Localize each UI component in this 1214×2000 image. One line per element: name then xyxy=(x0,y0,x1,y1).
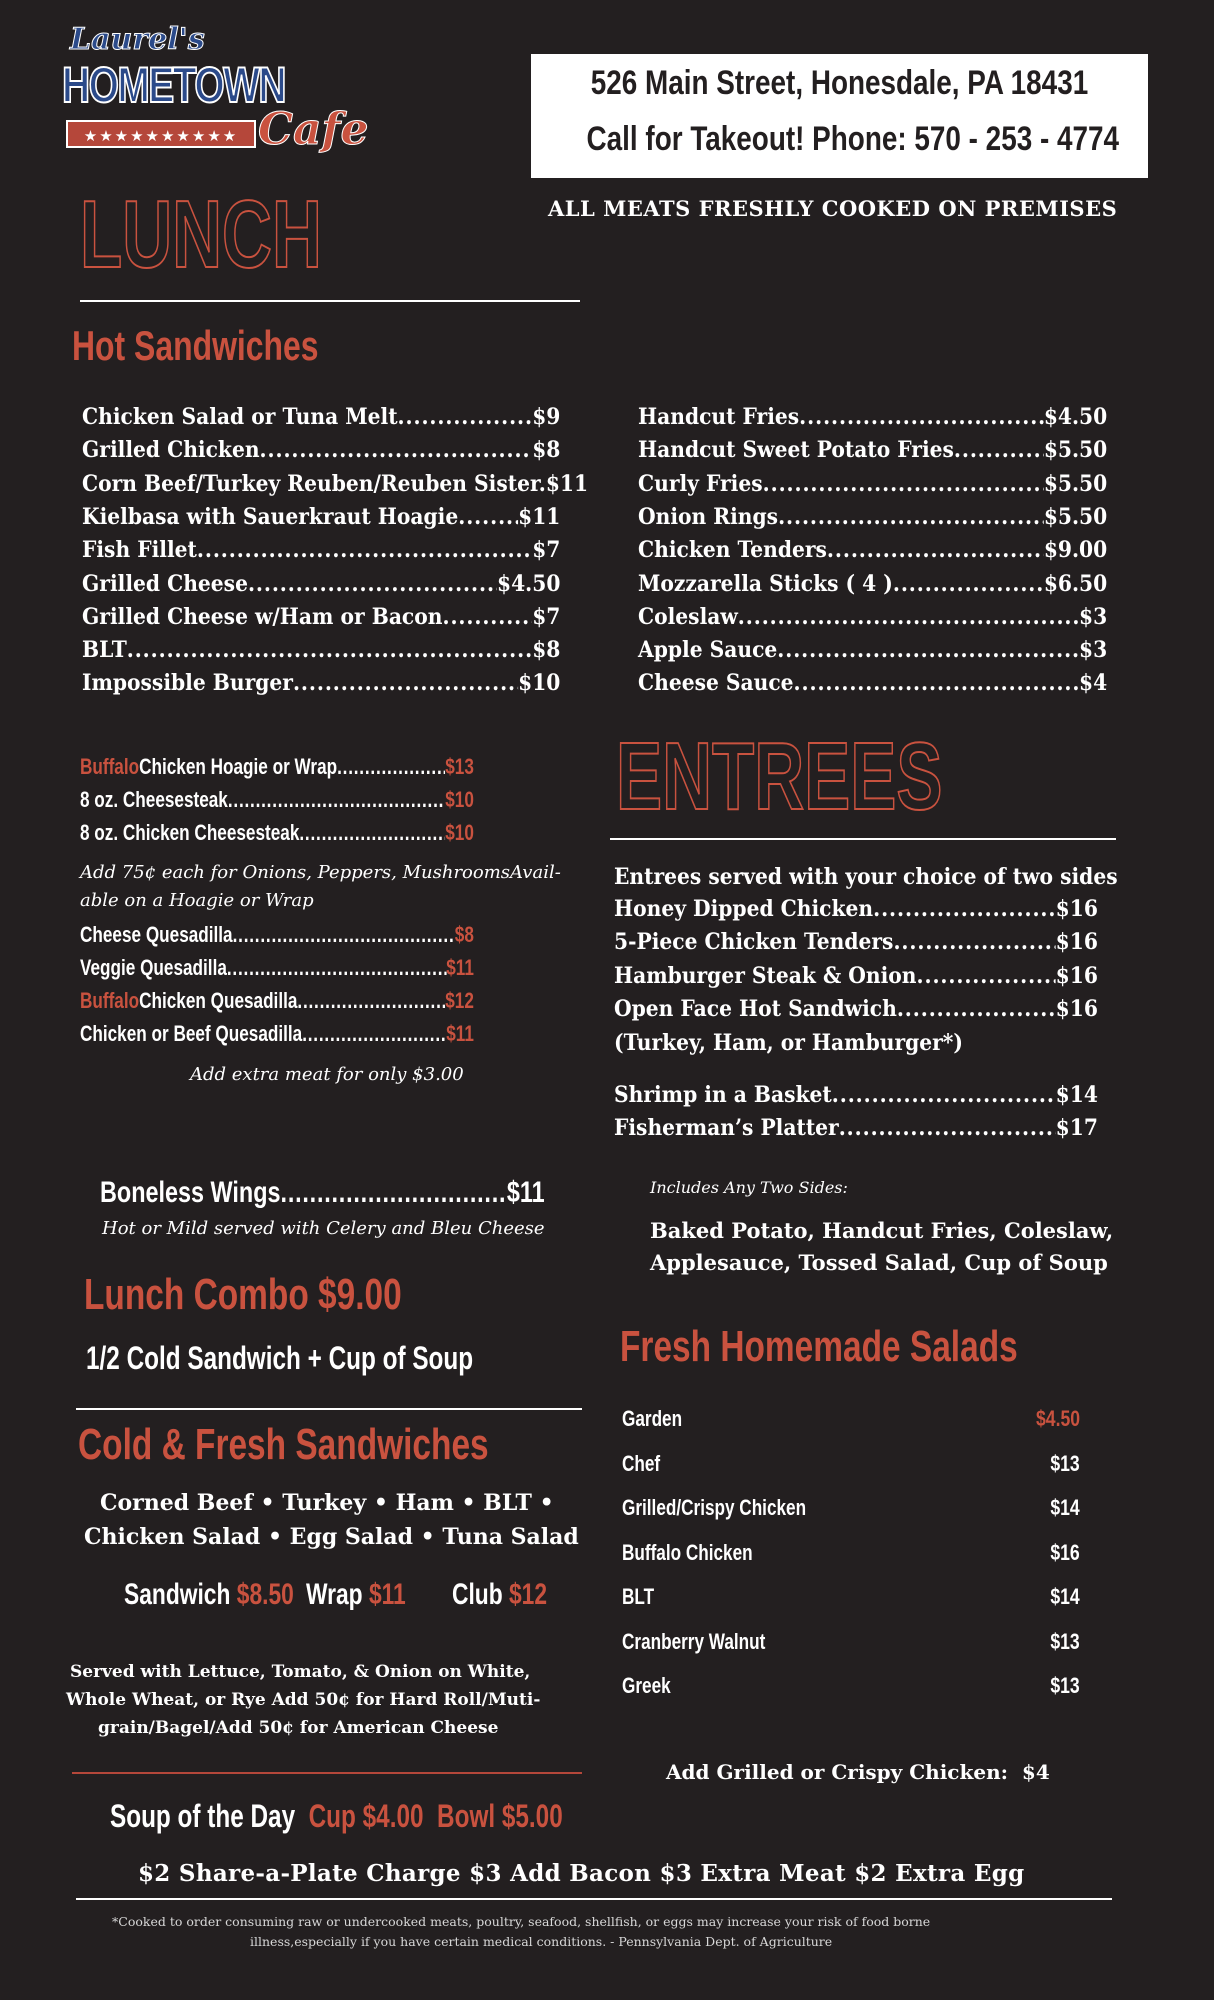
item-name: Honey Dipped Chicken xyxy=(614,896,874,922)
item-price: $16 xyxy=(1055,896,1098,922)
dot-leader xyxy=(299,820,445,846)
dot-leader xyxy=(794,670,1079,696)
menu-item-row xyxy=(614,929,1098,955)
dot-leader xyxy=(297,988,445,1014)
item-name: Chicken or Beef Quesadilla xyxy=(80,1021,303,1046)
item-prefix: Buffalo xyxy=(80,988,140,1013)
specialty-row xyxy=(80,787,474,813)
dot-leader xyxy=(917,963,1056,989)
menu-item-row xyxy=(638,604,1107,630)
menu-item-row xyxy=(82,670,560,696)
lunch-rule xyxy=(80,300,580,302)
club-label: Club xyxy=(452,1578,503,1611)
specialty-row xyxy=(80,988,474,1014)
specialty-row xyxy=(80,955,474,981)
item-name: Corn Beef/Turkey Reuben/Reuben Sister. xyxy=(82,470,546,497)
cold-line-2: Chicken Salad • Egg Salad • Tuna Salad xyxy=(84,1524,579,1550)
item-name: Onion Rings xyxy=(638,503,779,530)
item-name: 8 oz. Chicken Cheesesteak xyxy=(80,820,300,845)
item-name: Cheese Quesadilla xyxy=(80,922,233,947)
item-name: Veggie Quesadilla xyxy=(80,955,227,980)
disclaimer-2: illness,especially if you have certain medical conditions. - Pennsylvania Dept. of Agriculture xyxy=(250,1934,833,1949)
salad-name: Cranberry Walnut xyxy=(622,1628,766,1654)
dot-leader xyxy=(293,670,518,696)
sides-intro: Includes Any Two Sides: xyxy=(650,1178,848,1197)
extra-charges: $2 Share-a-Plate Charge $3 Add Bacon $3 Extra Meat $2 Extra Egg xyxy=(138,1860,1025,1887)
item-price: $11 xyxy=(545,470,589,497)
dot-leader xyxy=(398,404,533,430)
item-name: 5-Piece Chicken Tenders xyxy=(614,929,894,956)
item-name: Shrimp in a Basket xyxy=(614,1082,832,1108)
add-chicken: Add Grilled or Crispy Chicken: $4 xyxy=(666,1760,1050,1784)
item-name: Chicken Hoagie or Wrap xyxy=(139,754,338,779)
address: 526 Main Street, Honesdale, PA 18431 xyxy=(590,64,1089,102)
wrap-option xyxy=(306,1578,406,1612)
dot-leader xyxy=(897,996,1056,1022)
sides-line-2: Applesauce, Tossed Salad, Cup of Soup xyxy=(650,1250,1108,1275)
item-price: $17 xyxy=(1055,1115,1098,1141)
item-price: $8 xyxy=(532,637,561,664)
dot-leader xyxy=(302,1021,446,1047)
item-name: Open Face Hot Sandwich xyxy=(614,995,897,1022)
cold-rule xyxy=(72,1772,582,1774)
soup-row xyxy=(110,1798,563,1835)
item-name: Handcut Fries xyxy=(638,404,800,430)
salad-name: Greek xyxy=(622,1673,671,1698)
specialty-row xyxy=(80,820,474,846)
item-name: Impossible Burger xyxy=(82,670,293,697)
salad-price: $4.50 xyxy=(1035,1406,1080,1431)
salad-price: $14 xyxy=(1050,1584,1080,1609)
cafe-logo xyxy=(58,22,378,172)
item-name: Cheese Sauce xyxy=(638,670,794,697)
dot-leader xyxy=(227,955,446,981)
item-price: $4 xyxy=(1079,670,1108,697)
menu-item-row xyxy=(82,437,560,463)
dot-leader xyxy=(799,404,1044,430)
item-price: $4.50 xyxy=(1043,404,1108,430)
menu-item-row xyxy=(638,437,1107,463)
dot-leader xyxy=(127,637,532,663)
lunch-combo-desc: 1/2 Cold Sandwich + Cup of Soup xyxy=(86,1340,474,1376)
wings-note: Hot or Mild served with Celery and Bleu Cheese xyxy=(102,1218,545,1239)
specialty-row xyxy=(80,922,474,948)
item-name: Chicken Salad or Tuna Melt xyxy=(82,404,398,430)
dot-leader xyxy=(233,922,455,948)
logo-cafe: Cafe xyxy=(258,104,369,155)
menu-item-row xyxy=(614,1082,1098,1108)
item-price: $16 xyxy=(1055,995,1098,1022)
entrees-intro: Entrees served with your choice of two sides xyxy=(614,864,1118,890)
item-name: Mozzarella Sticks ( 4 ) xyxy=(638,570,893,597)
menu-item-row xyxy=(638,504,1107,530)
menu-item-row xyxy=(614,896,1098,922)
dot-leader xyxy=(260,437,533,463)
dot-leader xyxy=(778,504,1044,530)
dot-leader xyxy=(458,504,518,530)
sandwich-option xyxy=(124,1578,294,1612)
menu-item-row xyxy=(638,670,1107,696)
item-price: $3 xyxy=(1079,637,1108,664)
item-price: $11 xyxy=(446,1021,474,1046)
item-name: Fish Fillet xyxy=(82,537,197,564)
specialty-row xyxy=(80,754,474,780)
item-price: $13 xyxy=(445,754,474,779)
wings-price: $11 xyxy=(506,1176,545,1209)
charges-rule xyxy=(76,1898,1112,1900)
phone: Call for Takeout! Phone: 570 - 253 - 4774 xyxy=(586,120,1120,158)
menu-item-row xyxy=(614,996,1098,1022)
dot-leader xyxy=(281,1176,507,1210)
disclaimer-1: *Cooked to order consuming raw or undercooked meats, poultry, seafood, shellfish, or eggs may increase your risk of food borne xyxy=(112,1914,931,1929)
logo-hometown: HOMETOWN xyxy=(62,57,285,113)
item-price: $10 xyxy=(518,670,561,697)
club-option xyxy=(452,1578,547,1612)
menu-item-row xyxy=(638,571,1107,597)
wrap-price: $11 xyxy=(368,1578,406,1611)
item-price: $6.50 xyxy=(1043,570,1108,597)
dot-leader xyxy=(228,787,445,813)
extra-meat-note: Add extra meat for only $3.00 xyxy=(190,1064,464,1085)
item-name: 8 oz. Cheesesteak xyxy=(80,787,228,812)
cold-note-2: Whole Wheat, or Rye Add 50¢ for Hard Roll/Muti- xyxy=(66,1690,541,1710)
menu-item-row xyxy=(82,637,560,663)
item-price: $7 xyxy=(532,537,561,564)
salad-name: Grilled/Crispy Chicken xyxy=(622,1495,807,1520)
item-prefix: Buffalo xyxy=(80,754,140,779)
logo-laurel: Laurel's xyxy=(70,22,205,57)
salad-price: $13 xyxy=(1050,1450,1080,1476)
combo-rule xyxy=(76,1408,582,1410)
menu-item-row xyxy=(82,604,560,630)
dot-leader xyxy=(763,471,1044,497)
item-name: Hamburger Steak & Onion xyxy=(614,962,917,989)
item-price: $11 xyxy=(518,503,561,530)
specialty-row xyxy=(80,1021,474,1047)
dot-leader xyxy=(827,537,1044,563)
item-name: Handcut Sweet Potato Fries xyxy=(638,437,954,464)
soup-label: Soup of the Day xyxy=(110,1798,296,1834)
soup-bowl: Bowl $5.00 xyxy=(437,1798,563,1834)
menu-item-row xyxy=(82,504,560,530)
item-price: $9.00 xyxy=(1043,537,1108,564)
dot-leader xyxy=(248,571,497,597)
item-name: Grilled Cheese w/Ham or Bacon xyxy=(82,603,443,630)
hot-sandwiches-title: Hot Sandwiches xyxy=(72,322,319,369)
item-price: $10 xyxy=(445,820,474,845)
dot-leader xyxy=(442,604,532,630)
sandwich-label: Sandwich xyxy=(124,1578,231,1611)
dot-leader xyxy=(873,896,1056,922)
menu-item-row xyxy=(638,404,1107,430)
cold-line-1: Corned Beef • Turkey • Ham • BLT • xyxy=(100,1490,554,1516)
dot-leader xyxy=(777,637,1079,663)
item-price: $14 xyxy=(1055,1082,1098,1108)
item-price: $5.50 xyxy=(1043,470,1108,497)
lunch-title: LUNCH xyxy=(80,181,322,288)
item-name: Fisherman’s Platter xyxy=(614,1115,839,1141)
salad-name: Buffalo Chicken xyxy=(622,1539,753,1565)
item-price: $16 xyxy=(1055,929,1098,956)
dot-leader xyxy=(839,1115,1056,1141)
dot-leader xyxy=(197,537,532,563)
item-name: Chicken Tenders xyxy=(638,537,827,564)
salad-name: Garden xyxy=(622,1406,683,1431)
item-price: $4.50 xyxy=(497,570,561,597)
sides-line-1: Baked Potato, Handcut Fries, Coleslaw, xyxy=(650,1218,1114,1243)
salad-price: $13 xyxy=(1050,1673,1080,1698)
item-price: $8 xyxy=(454,922,474,947)
salad-price: $16 xyxy=(1050,1539,1080,1565)
dot-leader xyxy=(893,929,1055,955)
item-name: Apple Sauce xyxy=(638,637,778,664)
item-price: $9 xyxy=(532,404,561,430)
menu-item-row xyxy=(82,470,589,497)
menu-item-row xyxy=(614,1115,1098,1141)
sandwich-price: $8.50 xyxy=(236,1578,294,1611)
menu-item-row xyxy=(638,637,1107,663)
item-name: Coleslaw xyxy=(638,603,738,630)
wings-row xyxy=(100,1176,545,1210)
salads-title: Fresh Homemade Salads xyxy=(620,1322,1018,1371)
toppings-note-2: able on a Hoagie or Wrap xyxy=(80,890,314,911)
item-name: Grilled Cheese xyxy=(82,570,248,597)
item-name: BLT xyxy=(82,637,127,664)
item-price: $16 xyxy=(1055,962,1098,989)
open-face-note: (Turkey, Ham, or Hamburger*) xyxy=(614,1030,963,1056)
dot-leader xyxy=(337,754,445,780)
dot-leader xyxy=(954,437,1044,463)
item-price: $10 xyxy=(445,787,474,812)
menu-item-row xyxy=(638,471,1107,497)
item-price: $12 xyxy=(445,988,474,1013)
salad-name: Chef xyxy=(622,1450,661,1476)
menu-item-row xyxy=(82,404,560,430)
soup-cup: Cup $4.00 xyxy=(308,1798,424,1834)
item-price: $11 xyxy=(446,955,474,980)
salad-price: $13 xyxy=(1050,1628,1080,1654)
entrees-title: ENTREES xyxy=(616,723,943,830)
wrap-label: Wrap xyxy=(306,1578,363,1611)
entrees-rule xyxy=(610,838,1116,840)
item-price: $5.50 xyxy=(1043,437,1108,464)
menu-item-row xyxy=(638,537,1107,563)
item-price: $3 xyxy=(1079,603,1108,630)
dot-leader xyxy=(893,571,1044,597)
address-box xyxy=(531,54,1148,178)
wings-name: Boneless Wings xyxy=(100,1176,281,1209)
item-name: Kielbasa with Sauerkraut Hoagie xyxy=(82,503,459,530)
toppings-note-1: Add 75¢ each for Onions, Peppers, MushroomsAvail- xyxy=(80,862,561,883)
item-name: Chicken Quesadilla xyxy=(139,988,298,1013)
club-price: $12 xyxy=(509,1578,548,1611)
menu-item-row xyxy=(82,537,560,563)
menu-item-row xyxy=(614,963,1098,989)
menu-item-row xyxy=(82,571,560,597)
cold-sandwiches-title: Cold & Fresh Sandwiches xyxy=(78,1420,489,1469)
dot-leader xyxy=(832,1082,1056,1108)
tagline: ALL MEATS FRESHLY COOKED ON PREMISES xyxy=(548,196,1118,221)
item-name: Grilled Chicken xyxy=(82,437,260,464)
logo-stars: ★★★★★★★★★★ xyxy=(66,120,256,148)
salad-name: BLT xyxy=(622,1584,655,1609)
item-price: $7 xyxy=(532,603,561,630)
lunch-combo-title: Lunch Combo $9.00 xyxy=(84,1270,402,1319)
item-price: $8 xyxy=(532,437,561,464)
item-name: Curly Fries xyxy=(638,470,763,497)
cold-note-1: Served with Lettuce, Tomato, & Onion on White, xyxy=(70,1662,531,1682)
dot-leader xyxy=(738,604,1079,630)
salad-price: $14 xyxy=(1050,1495,1080,1520)
item-price: $5.50 xyxy=(1043,503,1108,530)
cold-note-3: grain/Bagel/Add 50¢ for American Cheese xyxy=(98,1718,499,1738)
